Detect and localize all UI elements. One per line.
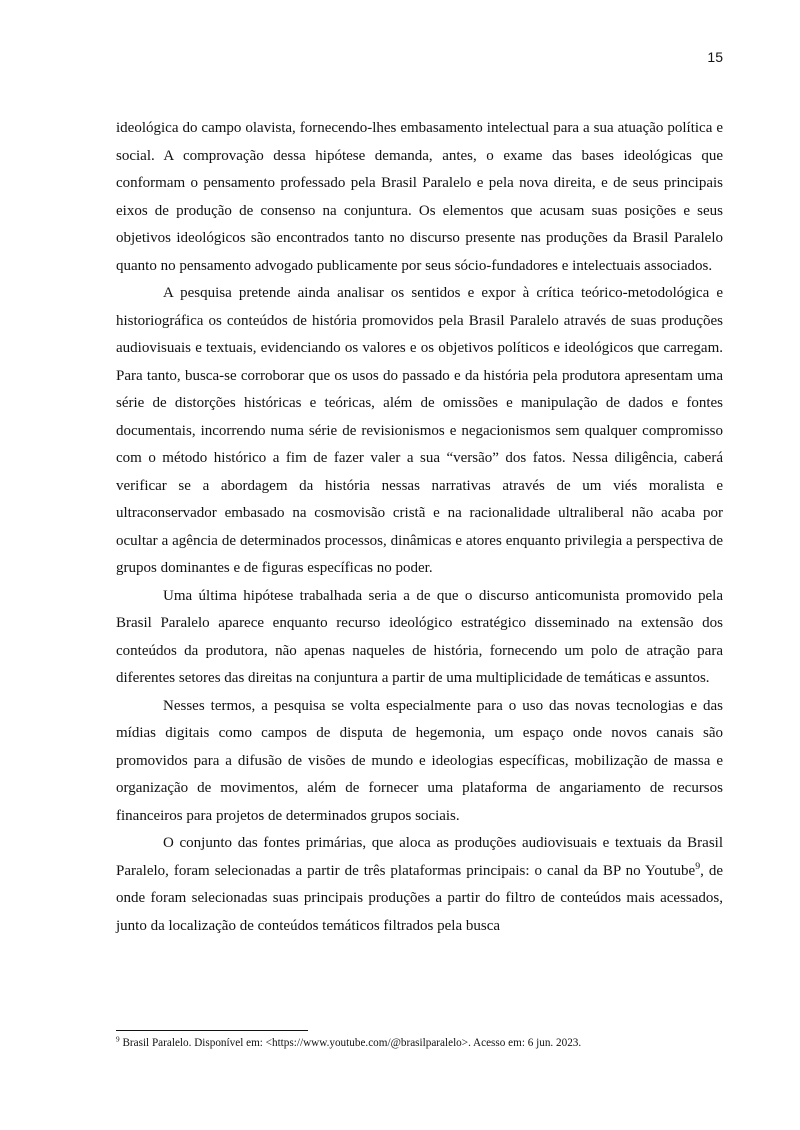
paragraph-4: Nesses termos, a pesquisa se volta especialmente para o uso das novas tecnologias e das mídias digitais como campos de disputa de hegemonia, um espaço onde novos canais são promovidos para a difusão de visões de mundo e ideologias específicas, mobilização de massa e organização de movimentos, além de fornecer uma plataforma de angariamento de recursos financeiros para projetos de determinados grupos sociais. — [116, 697, 723, 824]
footnote-text: Brasil Paralelo. Disponível em: <https://www.youtube.com/@brasilparalelo>. Acesso em: 6 jun. 2023. — [119, 1037, 582, 1049]
paragraph-5-text-after: , de onde foram selecionadas suas principais produções a partir do filtro de conteúdos mais acessados, junto da localização de conteúdos temáticos filtrados pela busca — [116, 862, 723, 934]
footnote-reference[interactable]: 9 — [695, 860, 701, 872]
paragraph-1: ideológica do campo olavista, fornecendo-lhes embasamento intelectual para a sua atuação política e social. A comprovação dessa hipótese demanda, antes, o exame das bases ideológicas que conformam o pensamento professado pela Brasil Paralelo e pela nova direita, e de seus principais eixos de produção de consenso na conjuntura. Os elementos que acusam suas posições e seus objetivos ideológicos são encontrados tanto no discurso presente nas produções da Brasil Paralelo quanto no pensamento advogado publicamente por seus sócio-fundadores e intelectuais associados. — [116, 120, 723, 274]
page-number: 15 — [707, 49, 723, 65]
paragraph-3: Uma última hipótese trabalhada seria a de que o discurso anticomunista promovido pela Brasil Paralelo aparece enquanto recurso ideológico estratégico disseminado na extensão dos conteúdos da produtora, não apenas naqueles de história, fornecendo um polo de atração para diferentes setores das direitas na conjuntura a partir de uma multiplicidade de temáticas e assuntos. — [116, 587, 723, 686]
paragraph-5 — [116, 830, 723, 940]
paragraph-2: A pesquisa pretende ainda analisar os sentidos e expor à crítica teórico-metodológica e historiográfica os conteúdos de história promovidos pela Brasil Paralelo através de suas produções audiovisuais e textuais, evidenciando os valores e os objetivos políticos e ideológicos que carregam. Para tanto, busca-se corroborar que os usos do passado e da história pela produtora apresentam uma série de distorções históricas e teóricas, além de omissões e manipulação de dados e fontes documentais, incorrendo numa série de revisionismos e negacionismos sem qualquer compromisso com o método histórico a fim de fazer valer a sua “versão” dos fatos. Nessa diligência, caberá verificar se a abordagem da história nessas narrativas através de um viés moralista e ultraconservador embasado na cosmovisão cristã e na racionalidade ultraliberal não acaba por ocultar a agência de determinados processos, dinâmicas e atores enquanto privilegia a perspectiva de grupos dominantes e de figuras específicas no poder. — [116, 285, 723, 576]
footnote-marker: 9 — [116, 1035, 120, 1044]
footnote — [116, 1036, 723, 1051]
footnote-divider — [116, 1030, 308, 1031]
body-text — [116, 115, 723, 940]
paragraph-5-text-before: O conjunto das fontes primárias, que aloca as produções audiovisuais e textuais da Brasil Paralelo, foram selecionadas a partir de três plataformas principais: o canal da BP no Youtube — [116, 835, 723, 879]
